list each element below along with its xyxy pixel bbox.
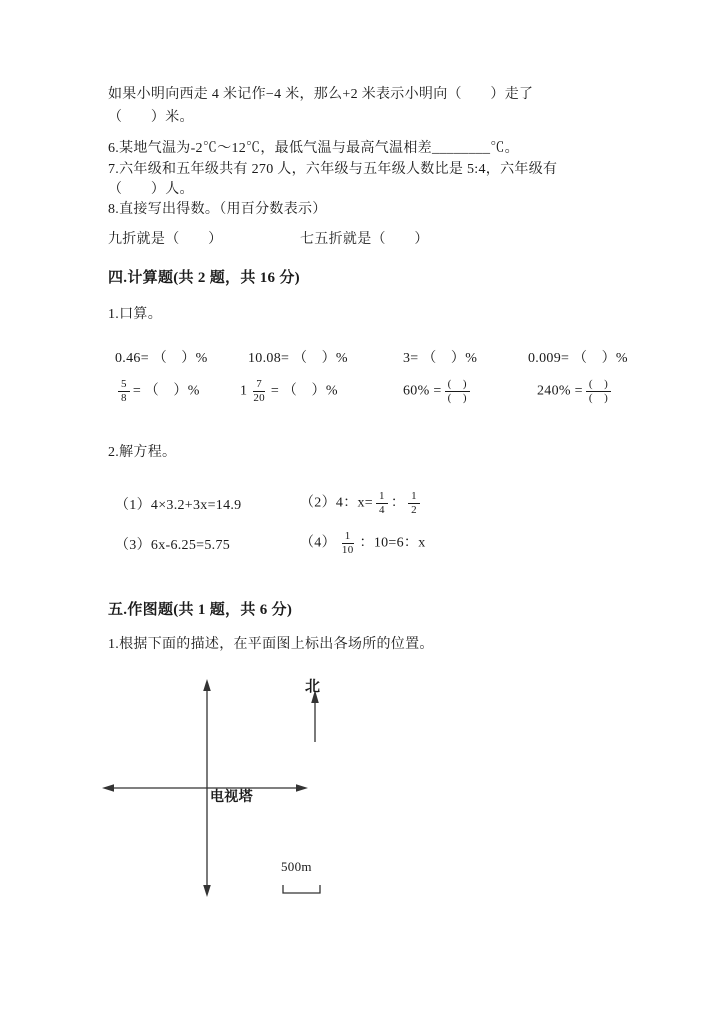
diagram-north-label: 北	[305, 679, 321, 695]
fraction-numerator: ( )	[445, 378, 470, 392]
question8-answer-blank-1: 九折就是（ ）	[108, 232, 223, 247]
scale-bracket	[283, 885, 320, 893]
fraction-blank	[445, 378, 470, 404]
question8: 8.直接写出得数。（用百分数表示）	[108, 202, 327, 217]
question7-line2: （ ）人。	[108, 182, 194, 197]
fraction-seven-twentieths	[250, 378, 268, 404]
fraction-denominator: 8	[121, 391, 127, 404]
solve-equations-label: 2.解方程。	[108, 445, 177, 460]
fraction-denominator: 20	[253, 391, 265, 404]
equation-1: （1）4×3.2+3x=14.9	[115, 498, 242, 513]
fraction-numerator: 5	[118, 378, 130, 392]
oral-item-4: 0.009= （ ）%	[528, 351, 628, 366]
diagram-origin-label: 电视塔	[210, 790, 253, 805]
fraction-denominator: 4	[379, 503, 385, 516]
oral-item-6	[240, 378, 338, 404]
equation-3: （3）6x-6.25=5.75	[115, 538, 231, 553]
fraction-one-half	[408, 490, 420, 516]
fraction-one-tenth	[339, 530, 357, 556]
section5-title: 五.作图题(共 1 题，共 6 分)	[108, 602, 293, 618]
equation-2	[300, 490, 423, 516]
mixed-number-whole: 1	[240, 383, 248, 399]
vertical-axis-bottom-arrow-icon	[203, 885, 211, 897]
fraction-numerator: 7	[253, 378, 265, 392]
fraction-numerator: ( )	[586, 378, 611, 392]
oral-item-5-text: = （ ）%	[132, 383, 200, 399]
oral-calc-label: 1.口算。	[108, 307, 162, 322]
question8-answer-blank-2: 七五折就是（ ）	[300, 232, 429, 247]
fraction-denominator: 2	[411, 503, 417, 516]
oral-item-3: 3= （ ）%	[403, 351, 478, 366]
oral-item-1: 0.46= （ ）%	[115, 351, 208, 366]
oral-item-7	[403, 378, 473, 404]
oral-item-2: 10.08= （ ）%	[248, 351, 348, 366]
section4-title: 四.计算题(共 2 题，共 16 分)	[108, 270, 300, 286]
equation-4-text: ：10=6：x	[359, 535, 426, 551]
oral-item-8	[537, 378, 614, 404]
question7-line1: 7.六年级和五年级共有 270 人，六年级与五年级人数比是 5:4，六年级有	[108, 162, 558, 177]
equation-4	[300, 530, 426, 556]
vertical-axis-top-arrow-icon	[203, 679, 211, 691]
oral-item-8-text: 240% =	[537, 383, 583, 399]
fraction-denominator: ( )	[588, 391, 609, 404]
oral-item-5	[115, 378, 200, 404]
fraction-denominator: ( )	[447, 391, 467, 404]
fraction-numerator: 1	[376, 490, 388, 504]
fraction-denominator: 10	[341, 543, 354, 556]
fraction-blank	[586, 378, 611, 404]
horizontal-axis-left-arrow-icon	[102, 784, 114, 792]
oral-item-7-text: 60% =	[403, 383, 442, 399]
oral-item-6-text: = （ ）%	[270, 383, 338, 399]
question6: 6.某地气温为-2℃～12℃，最低气温与最高气温相差________℃。	[108, 141, 519, 156]
question5-line2: （ ）米。	[108, 110, 194, 125]
fraction-numerator: 1	[342, 530, 354, 544]
equation-4-prefix: （4）	[300, 535, 336, 551]
question5-line1: 如果小明向西走 4 米记作−4 米，那么+2 米表示小明向（ ）走了	[108, 87, 534, 102]
horizontal-axis-right-arrow-icon	[296, 784, 308, 792]
diagram-scale-label: 500m	[281, 859, 312, 874]
equation-2-text: （2）4：x=	[300, 495, 373, 511]
draw-question: 1.根据下面的描述，在平面图上标出各场所的位置。	[108, 637, 434, 652]
fraction-numerator: 1	[408, 490, 420, 504]
fraction-five-eighths	[118, 378, 130, 404]
fraction-one-fourth	[376, 490, 388, 516]
equation-2-ratio-sign: ：	[390, 495, 406, 511]
